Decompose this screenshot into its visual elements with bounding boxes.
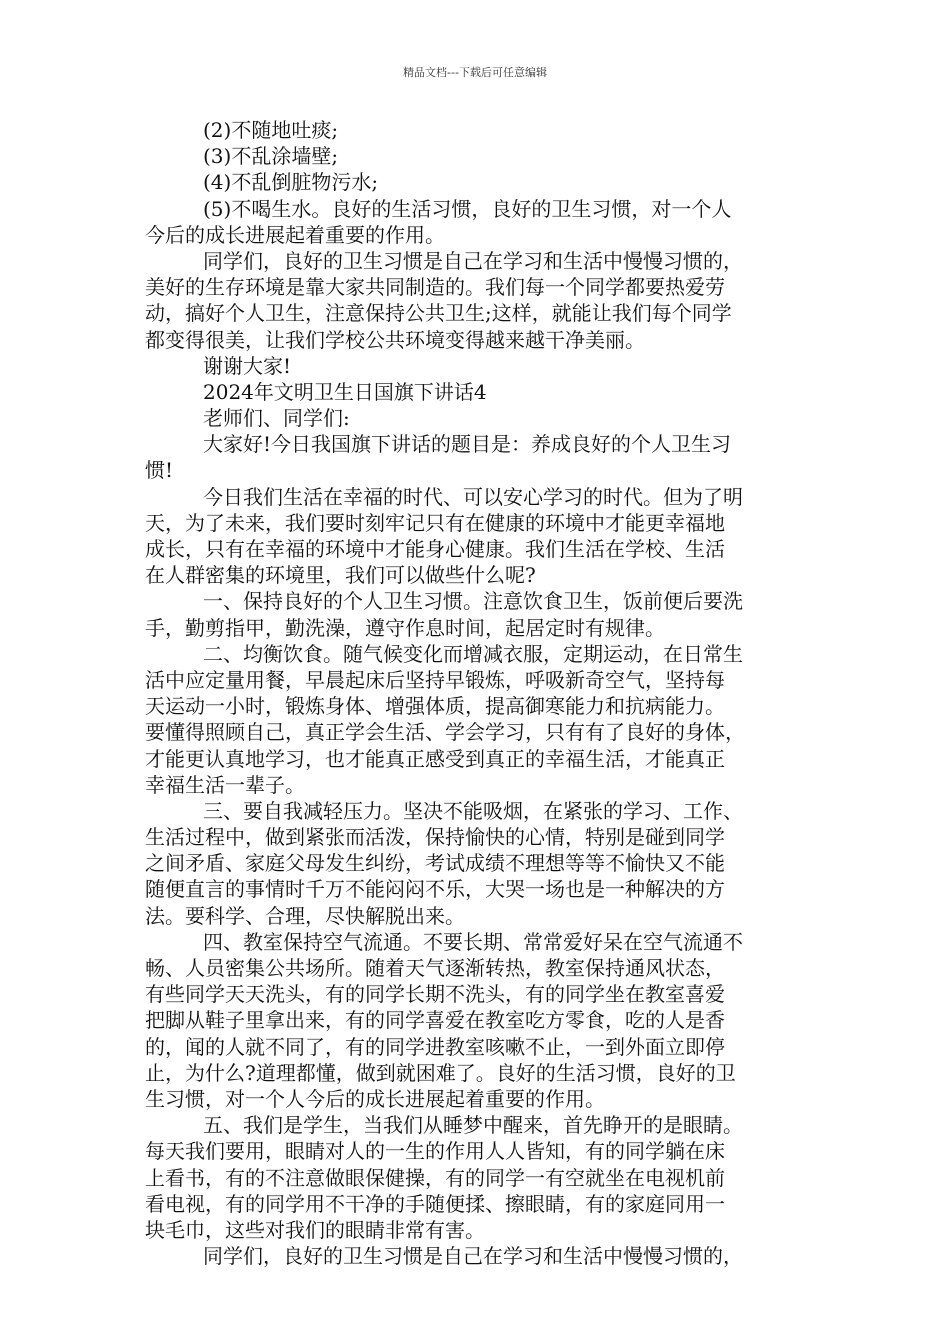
- text-line: 生习惯，对一个人今后的成长进展起着重要的作用。: [145, 1086, 605, 1111]
- text-line: 同学们，良好的卫生习惯是自己在学习和生活中慢慢习惯的，: [203, 1244, 743, 1269]
- text-line: 大家好!今日我国旗下讲话的题目是：养成良好的个人卫生习: [203, 432, 732, 457]
- text-line: 止，为什么?道理都懂，做到就困难了。良好的生活习惯，良好的卫: [145, 1060, 736, 1085]
- text-line: (3)不乱涂墙壁;: [203, 144, 339, 169]
- text-line: 二、均衡饮食。随气候变化而增减衣服，定期运动，在日常生: [203, 641, 743, 666]
- text-line: (4)不乱倒脏物污水;: [203, 170, 379, 195]
- text-line: 成长，只有在幸福的环境中才能身心健康。我们生活在学校、生活: [145, 537, 725, 561]
- text-line: 活中应定量用餐，早晨起床后坚持早锻炼，呼吸新奇空气，坚持每: [145, 667, 725, 692]
- text-line: 四、教室保持空气流通。不要长期、常常爱好呆在空气流通不: [203, 929, 743, 954]
- text-line: 今后的成长进展起着重要的作用。: [145, 222, 445, 247]
- text-line: (5)不喝生水。良好的生活习惯，良好的卫生习惯，对一个人: [203, 196, 732, 221]
- text-line: 五、我们是学生，当我们从睡梦中醒来，首先睁开的是眼睛。: [203, 1113, 743, 1138]
- text-line: 看电视，有的同学用不干净的手随便揉、擦眼睛，有的家庭同用一: [145, 1191, 725, 1216]
- text-line: 手，勤剪指甲，勤洗澡，遵守作息时间，起居定时有规律。: [145, 615, 665, 640]
- text-line: 在人群密集的环境里，我们可以做些什么呢?: [145, 563, 536, 588]
- text-line: 谢谢大家!: [203, 353, 292, 378]
- text-line: 幸福生活一辈子。: [145, 772, 305, 797]
- text-line: 2024年文明卫生日国旗下讲话4: [203, 379, 487, 404]
- text-line: 惯!: [145, 458, 174, 483]
- text-line: 随便直言的事情时千万不能闷闷不乐，大哭一场也是一种解决的方: [145, 877, 725, 902]
- text-line: 三、要自我减轻压力。坚决不能吸烟，在紧张的学习、工作、: [203, 798, 743, 823]
- page-header: 精品文档---下载后可任意编辑: [403, 66, 547, 79]
- text-line: 同学们，良好的卫生习惯是自己在学习和生活中慢慢习惯的，: [203, 248, 743, 273]
- document-body: [145, 117, 825, 1269]
- text-line: 块毛巾，这些对我们的眼睛非常有害。: [145, 1217, 485, 1242]
- text-line: 每天我们要用，眼睛对人的一生的作用人人皆知，有的同学躺在床: [145, 1139, 725, 1164]
- text-line: 要懂得照顾自己，真正学会生活、学会学习，只有有了良好的身体，: [145, 720, 745, 745]
- text-line: 之间矛盾、家庭父母发生纠纷，考试成绩不理想等等不愉快又不能: [145, 851, 725, 876]
- text-line: 上看书，有的不注意做眼保健操，有的同学一有空就坐在电视机前: [145, 1165, 725, 1190]
- text-line: 法。要科学、合理，尽快解脱出来。: [145, 903, 465, 928]
- text-line: 老师们、同学们:: [203, 406, 350, 431]
- text-line: 的，闻的人就不同了，有的同学进教室咳嗽不止，一到外面立即停: [145, 1034, 725, 1059]
- text-line: 天，为了未来，我们要时刻牢记只有在健康的环境中才能更幸福地: [145, 510, 725, 535]
- text-line: 都变得很美，让我们学校公共环境变得越来越干净美丽。: [145, 327, 645, 352]
- text-line: 畅、人员密集公共场所。随着天气逐渐转热，教室保持通风状态，: [145, 956, 725, 980]
- text-line: 有些同学天天洗头，有的同学长期不洗头，有的同学坐在教室喜爱: [145, 982, 725, 1007]
- text-line: (2)不随地吐痰;: [203, 118, 339, 142]
- text-line: 生活过程中，做到紧张而活泼，保持愉快的心情，特别是碰到同学: [145, 825, 725, 850]
- text-line: 一、保持良好的个人卫生习惯。注意饮食卫生，饭前便后要洗: [203, 589, 743, 614]
- text-line: 动，搞好个人卫生，注意保持公共卫生;这样，就能让我们每个同学: [145, 301, 732, 326]
- text-line: 今日我们生活在幸福的时代、可以安心学习的时代。但为了明: [203, 484, 743, 509]
- text-line: 天运动一小时，锻炼身体、增强体质，提高御寒能力和抗病能力。: [145, 694, 725, 719]
- text-line: 美好的生存环境是靠大家共同制造的。我们每一个同学都要热爱劳: [145, 275, 725, 300]
- text-line: 把脚从鞋子里拿出来，有的同学喜爱在教室吃方零食，吃的人是香: [145, 1008, 725, 1033]
- text-line: 才能更认真地学习，也才能真正感受到真正的幸福生活，才能真正: [145, 746, 725, 771]
